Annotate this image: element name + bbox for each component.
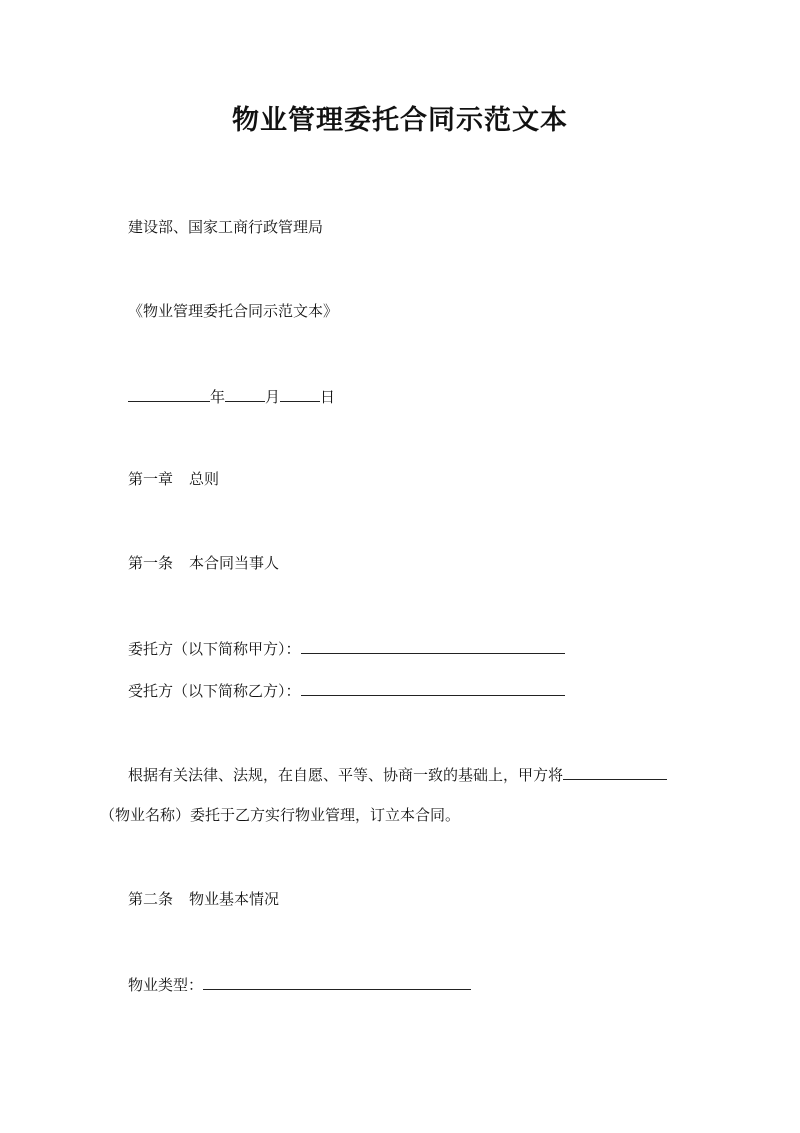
month-blank[interactable] — [225, 385, 265, 402]
party-a-label: 委托方（以下简称甲方）： — [128, 640, 301, 658]
article-1-heading — [128, 553, 279, 573]
party-b-blank[interactable] — [301, 679, 565, 696]
property-type-blank[interactable] — [203, 973, 471, 990]
year-label: 年 — [210, 388, 226, 406]
chapter-number: 第一章 — [128, 470, 174, 488]
property-name-blank[interactable] — [563, 763, 667, 780]
issuer-line: 建设部、国家工商行政管理局 — [128, 218, 324, 236]
article-2-heading — [128, 889, 279, 909]
date-line — [128, 385, 335, 407]
article-2-name: 物业基本情况 — [189, 890, 280, 908]
chapter-name: 总则 — [189, 470, 220, 488]
day-blank[interactable] — [280, 385, 320, 402]
article-1-name: 本合同当事人 — [189, 554, 280, 572]
article-2-number: 第二条 — [128, 890, 174, 908]
day-label: 日 — [320, 388, 336, 406]
basis-continuation: （物业名称）委托于乙方实行物业管理，订立本合同。 — [100, 806, 461, 824]
basis-line — [128, 763, 667, 785]
party-b-line — [128, 679, 565, 701]
document-name-line: 《物业管理委托合同示范文本》 — [128, 302, 339, 320]
month-label: 月 — [265, 388, 281, 406]
article-1-number: 第一条 — [128, 554, 174, 572]
property-type-line — [128, 973, 471, 995]
property-type-label: 物业类型： — [128, 976, 204, 994]
document-title: 物业管理委托合同示范文本 — [232, 105, 568, 136]
party-a-blank[interactable] — [301, 637, 565, 654]
year-blank[interactable] — [128, 385, 210, 402]
chapter-heading — [128, 469, 219, 489]
basis-text: 根据有关法律、法规，在自愿、平等、协商一致的基础上，甲方将 — [128, 766, 564, 784]
party-a-line — [128, 637, 565, 659]
party-b-label: 受托方（以下简称乙方）： — [128, 682, 301, 700]
